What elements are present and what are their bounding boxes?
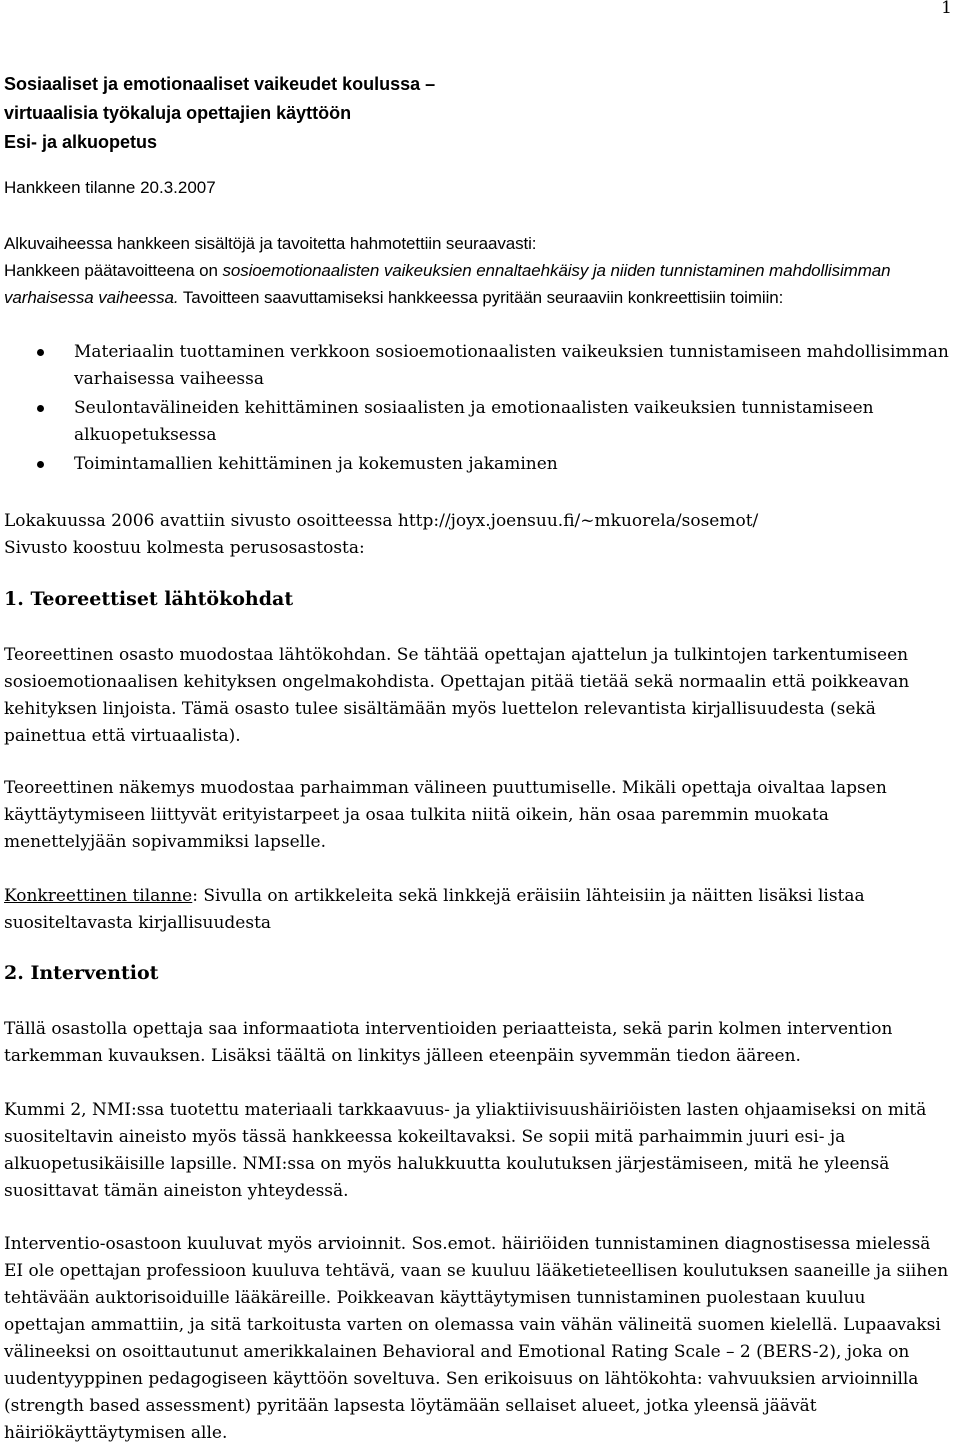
intro-line-1: Alkuvaiheessa hankkeen sisältöjä ja tavoitetta hahmotettiin seuraavasti: bbox=[4, 234, 537, 253]
goal-suffix: Tavoitteen saavuttamiseksi hankkeessa pyritään seuraaviin konkreettisiin toimiin: bbox=[178, 288, 784, 307]
goal-prefix: Hankkeen päätavoitteena on bbox=[4, 261, 223, 280]
section-1-paragraph-3 bbox=[4, 883, 949, 937]
website-paragraph bbox=[4, 508, 949, 562]
title-line-2: virtuaalisia työkaluja opettajien käyttöön bbox=[4, 103, 352, 123]
status-date: Hankkeen tilanne 20.3.2007 bbox=[4, 178, 216, 197]
list-item: Materiaalin tuottaminen verkkoon sosioemotionaalisten vaikeuksien tunnistamiseen mahdollisimman varhaisessa vaiheessa bbox=[4, 339, 949, 393]
section-2-heading: 2. Interventiot bbox=[4, 962, 159, 984]
bullet-list bbox=[4, 339, 949, 480]
section-2-paragraph-2: Kummi 2, NMI:ssa tuotettu materiaali tarkkaavuus- ja yliaktiivisuushäiriöisten lasten ohjaamiseksi on mitä suositeltavin aineisto myös tässä hankkeessa kokeiltavaksi. Se sopii mitä parhaimmin juuri esi- ja alkuopetusikäisille lapsille. NMI:ssa on myös halukkuutta koulutuksen järjestämiseen, mitä he yleensä suosittavat tämän aineiston yhteydessä. bbox=[4, 1100, 927, 1201]
title-line-1: Sosiaaliset ja emotionaaliset vaikeudet koulussa – bbox=[4, 74, 436, 94]
section-2-paragraph-1: Tällä osastolla opettaja saa informaatiota interventioiden periaatteista, sekä parin kolmen intervention tarkemman kuvauksen. Lisäksi täältä on linkitys jälleen eteenpäin syvemmän tiedon ääreen. bbox=[4, 1019, 893, 1066]
website-line-2: Sivusto koostuu kolmesta perusosastosta: bbox=[4, 538, 365, 558]
intro-paragraph bbox=[4, 230, 949, 311]
section-2-paragraph-3: Interventio-osastoon kuuluvat myös arvioinnit. Sos.emot. häiriöiden tunnistaminen diagnostisessa mielessä EI ole opettajan professioon kuuluva tehtävä, vaan se kuuluu lääketieteellisen koulutuksen saaneille ja siihen tehtävään auktorisoiduille lääkäreille. Poikkeavan käyttäytymisen tunnistaminen puolestaan kuuluu opettajan ammattiin, ja sitä tarkoitusta varten on olemassa vain vähän välineitä suomen kielellä. Lupaavaksi välineeksi on osoittautunut amerikkalainen Behavioral and Emotional Rating Scale – 2 (BERS-2), joka on uudentyyppinen pedagogiseen käyttöön soveltuva. Sen erikoisuus on lähtökohta: vahvuuksien arvioinnilla (strength based assessment) pyritään lapsesta löytämään sellaiset alueet, jotka yleensä jäävät häiriökäyttäytymisen alle. bbox=[4, 1234, 949, 1443]
concrete-situation-label: Konkreettinen tilanne bbox=[4, 886, 193, 906]
section-1-heading: 1. Teoreettiset lähtökohdat bbox=[4, 588, 294, 610]
document-title bbox=[4, 70, 435, 157]
section-1-paragraph-1: Teoreettinen osasto muodostaa lähtökohdan. Se tähtää opettajan ajattelun ja tulkintojen tarkentumiseen sosioemotionaalisen kehityksen ongelmakohdista. Opettajan pitää tietää sekä normaalin että poikkeavan kehityksen linjoista. Tämä osasto tulee sisältämään myös luettelon relevantista kirjallisuudesta (sekä painettua että virtuaalista). bbox=[4, 645, 910, 746]
list-item: Toimintamallien kehittäminen ja kokemusten jakaminen bbox=[4, 451, 949, 478]
goal-italic: sosioemotionaalisten vaikeuksien ennaltaehkäisy ja niiden tunnistaminen mahdollisimman varhaisessa vaiheessa. bbox=[4, 261, 891, 307]
website-line-1: Lokakuussa 2006 avattiin sivusto osoitteessa http://joyx.joensuu.fi/~mkuorela/sosemot/ bbox=[4, 511, 759, 531]
goal-statement bbox=[4, 257, 949, 311]
title-line-3: Esi- ja alkuopetus bbox=[4, 132, 158, 152]
page-number: 1 bbox=[941, 0, 952, 18]
list-item: Seulontavälineiden kehittäminen sosiaalisten ja emotionaalisten vaikeuksien tunnistamiseen alkuopetuksessa bbox=[4, 395, 949, 449]
concrete-situation-text: : Sivulla on artikkeleita sekä linkkejä eräisiin lähteisiin ja näitten lisäksi listaa suositeltavasta kirjallisuudesta bbox=[4, 886, 865, 933]
section-1-paragraph-2: Teoreettinen näkemys muodostaa parhaimman välineen puuttumiselle. Mikäli opettaja oivaltaa lapsen käyttäytymiseen liittyvät erityistarpeet ja osaa tulkita niitä oikein, hän osaa paremmin muokata menettelyjään sopivammiksi lapselle. bbox=[4, 778, 887, 852]
